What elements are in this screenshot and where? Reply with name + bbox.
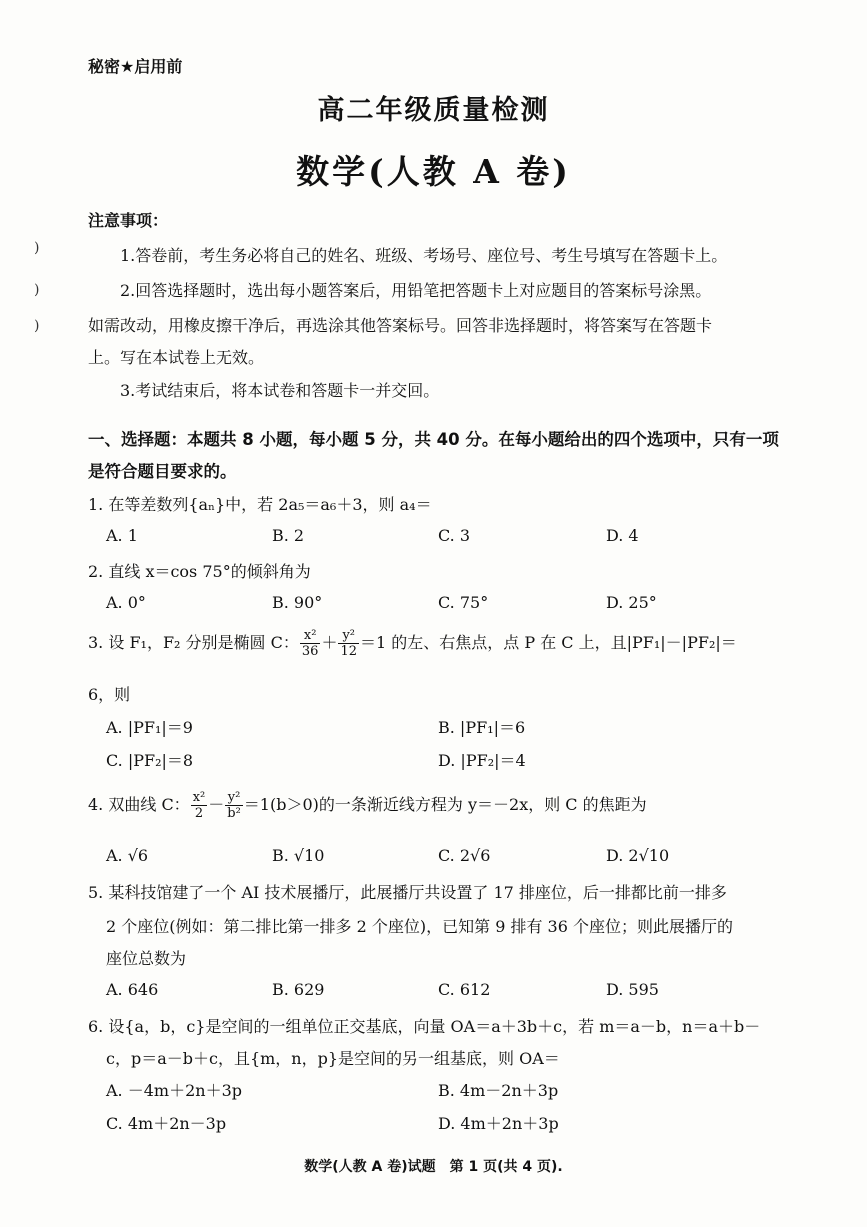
q5-option-c: C. 612	[438, 980, 491, 999]
note-item: 2.回答选择题时，选出每小题答案后，用铅笔把答题卡上对应题目的答案标号涂黑。	[120, 281, 712, 300]
question-5-stem-cont: 2 个座位(例如：第二排比第一排多 2 个座位)，已知第 9 排有 36 个座位；则此展播厅的	[106, 917, 733, 936]
q4-option-d: D. 2√10	[606, 846, 670, 865]
section-heading: 一、选择题：本题共 8 小题，每小题 5 分，共 40 分。在每小题给出的四个选项中，只有一项	[88, 430, 779, 449]
q3-fraction-y: $\frac{\text{y²}}{12}$	[340, 628, 357, 659]
q4-fraction-y: $\frac{\text{y²}}{\text{b²}}$	[227, 790, 241, 821]
note-item: 上。写在本试卷上无效。	[88, 348, 265, 367]
q2-option-a: A. 0°	[106, 593, 146, 612]
question-5-stem-cont: 座位总数为	[106, 949, 187, 968]
binding-mark: )	[34, 282, 40, 298]
question-5-stem: 5. 某科技馆建了一个 AI 技术展播厅，此展播厅共设置了 17 排座位，后一排都比前一排多	[88, 883, 727, 902]
q4-stem-part: ＝1(b＞0)的一条渐近线方程为 y＝－2x，则 C 的焦距为	[243, 795, 647, 814]
section-heading: 是符合题目要求的。	[88, 462, 237, 481]
q1-option-b: B. 2	[272, 526, 305, 545]
binding-mark: )	[34, 240, 40, 256]
notes-heading: 注意事项：	[88, 211, 169, 230]
note-item: 3.考试结束后，将本试卷和答题卡一并交回。	[120, 381, 440, 400]
binding-mark: )	[34, 318, 40, 334]
exam-subtitle: 数学(人教 A 卷)	[296, 152, 571, 191]
q1-option-c: C. 3	[438, 526, 471, 545]
question-6-stem: 6. 设{a，b，c}是空间的一组单位正交基底，向量 OA＝a＋3b＋c，若 m＝a－b，n＝a＋b－	[88, 1017, 761, 1036]
q5-option-a: A. 646	[106, 980, 159, 999]
q4-option-c: C. 2√6	[438, 846, 491, 865]
question-3-stem-cont: 6，则	[88, 685, 131, 704]
q3-option-a: A. |PF₁|＝9	[106, 718, 193, 737]
q6-option-d: D. 4m＋2n＋3p	[438, 1114, 559, 1133]
q3-fraction-x: $\frac{\text{x²}}{36}$	[301, 628, 319, 659]
q3-option-b: B. |PF₁|＝6	[438, 718, 526, 737]
question-1-stem: 1. 在等差数列{aₙ}中，若 2a₅＝a₆＋3，则 a₄＝	[88, 495, 432, 514]
q1-option-d: D. 4	[606, 526, 639, 545]
exam-title: 高二年级质量检测	[317, 95, 550, 126]
q3-stem-part: ＝1 的左、右焦点，点 P 在 C 上，且|PF₁|－|PF₂|＝	[360, 633, 737, 652]
q2-option-c: C. 75°	[438, 593, 489, 612]
q4-option-a: A. √6	[106, 846, 149, 865]
question-2-stem: 2. 直线 x＝cos 75°的倾斜角为	[88, 562, 311, 581]
q6-option-c: C. 4m＋2n－3p	[106, 1114, 227, 1133]
question-6-stem-cont: c，p＝a－b＋c，且{m，n，p}是空间的另一组基底，则 OA＝	[106, 1049, 560, 1068]
q2-option-b: B. 90°	[272, 593, 323, 612]
q5-option-b: B. 629	[272, 980, 325, 999]
q1-option-a: A. 1	[106, 526, 138, 545]
q6-option-b: B. 4m－2n＋3p	[438, 1081, 559, 1100]
q4-fraction-x: $\frac{\text{x²}}{2}$	[192, 790, 206, 821]
q5-option-d: D. 595	[606, 980, 659, 999]
page-footer: 数学(人教 A 卷)试题 第 1 页(共 4 页).	[304, 1159, 563, 1175]
q4-option-b: B. √10	[272, 846, 325, 865]
question-4-stem: 4. 双曲线 C： $\frac{\text{x²}}{2}$ － $\frac{\text{y²}}{\text{b²}}$ ＝1(b＞0)的一条渐近线方程为 y＝－2x，则 C 的焦距为	[88, 790, 647, 821]
q2-option-d: D. 25°	[606, 593, 657, 612]
q3-stem-part: 3. 设 F₁，F₂ 分别是椭圆 C：	[88, 633, 299, 652]
q6-option-a: A. －4m＋2n＋3p	[106, 1081, 242, 1100]
note-item: 1.答卷前，考生务必将自己的姓名、班级、考场号、座位号、考生号填写在答题卡上。	[120, 246, 728, 265]
question-3-stem: 3. 设 F₁，F₂ 分别是椭圆 C： $\frac{\text{x²}}{36}$ ＋ $\frac{\text{y²}}{12}$ ＝1 的左、右焦点，点 P 在 C 上，且|PF₁|－|PF₂|＝	[88, 628, 737, 659]
confidential-mark: 秘密★启用前	[88, 57, 183, 76]
q3-option-c: C. |PF₂|＝8	[106, 751, 194, 770]
note-item: 如需改动，用橡皮擦干净后，再选涂其他答案标号。回答非选择题时，将答案写在答题卡	[88, 316, 713, 335]
q3-option-d: D. |PF₂|＝4	[438, 751, 526, 770]
q4-stem-part: 4. 双曲线 C：	[88, 795, 190, 814]
